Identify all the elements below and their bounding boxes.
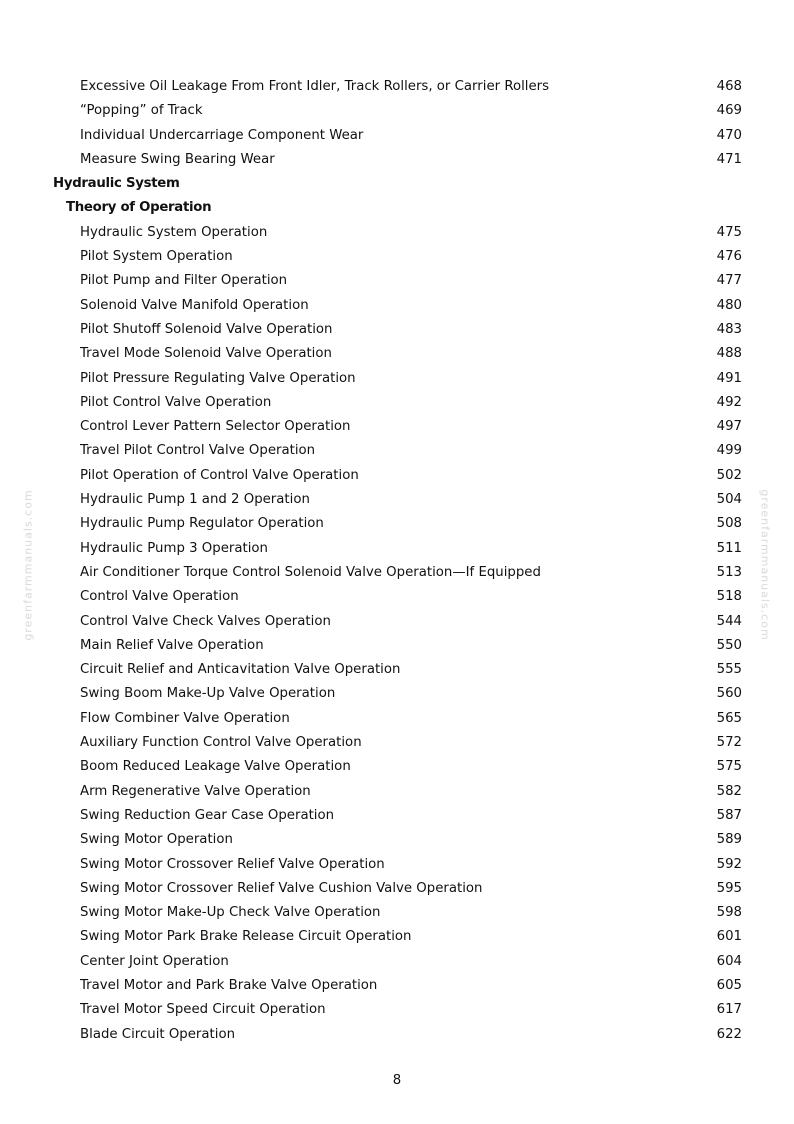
toc-entry-title: Pilot Shutoff Solenoid Valve Operation [80,321,333,337]
toc-entry[interactable] [0,488,794,512]
toc-entry-page: 470 [716,127,742,143]
toc-entry-page: 491 [716,370,742,386]
toc-entry-page: 497 [716,419,742,435]
toc-entry-page: 480 [716,297,742,313]
toc-entry-page: 595 [716,880,742,896]
toc-entry[interactable] [0,610,794,634]
toc-entry-page: 508 [716,516,742,532]
toc-entry-page: 598 [716,905,742,921]
toc-entry-page: 572 [716,735,742,751]
toc-entry[interactable] [0,294,794,318]
toc-entry[interactable] [0,853,794,877]
toc-entry[interactable] [0,707,794,731]
toc-entry[interactable] [0,148,794,172]
toc-entry[interactable] [0,75,794,99]
toc-entry-title: Swing Motor Crossover Relief Valve Operation [80,856,385,872]
toc-entry-page: 502 [716,467,742,483]
toc-entry-title: Control Valve Check Valves Operation [80,613,331,629]
toc-entry-page: 471 [716,151,742,167]
toc-entry[interactable] [0,780,794,804]
toc-entry-title: Pilot Operation of Control Valve Operation [80,467,359,483]
toc-entry-page: 488 [716,346,742,362]
toc-entry-page: 477 [716,273,742,289]
toc-entry[interactable] [0,585,794,609]
toc-entry-title: Travel Motor Speed Circuit Operation [80,1002,326,1018]
toc-entry[interactable] [0,634,794,658]
toc-entry-page: 469 [716,103,742,119]
toc-entry-title: Hydraulic Pump 3 Operation [80,540,268,556]
toc-entry[interactable] [0,512,794,536]
toc-entry[interactable] [0,974,794,998]
toc-entry-title: Boom Reduced Leakage Valve Operation [80,759,351,775]
toc-entry-page: 605 [716,977,742,993]
toc-entry-title: Theory of Operation [66,200,212,216]
toc-entry-title: Swing Motor Park Brake Release Circuit Operation [80,929,412,945]
toc-entry-page: 468 [716,79,742,94]
toc-entry-page: 544 [716,613,742,629]
toc-entry-title: Excessive Oil Leakage From Front Idler, Track Rollers, or Carrier Rollers [80,79,550,94]
toc-entry[interactable] [0,367,794,391]
toc-entry[interactable] [0,804,794,828]
toc-entry-page: 499 [716,443,742,459]
toc-entry[interactable] [0,1023,794,1047]
toc-entry[interactable] [0,318,794,342]
toc-entry-title: Swing Motor Make-Up Check Valve Operation [80,905,381,921]
toc-entry-page: 511 [716,540,742,556]
toc-entry-page: 565 [716,710,742,726]
toc-entry-page: 575 [716,759,742,775]
toc-entry-title: Center Joint Operation [80,953,229,969]
toc-entry-title: Air Conditioner Torque Control Solenoid Valve Operation—If Equipped [80,564,541,580]
toc-entry[interactable] [0,99,794,123]
toc-entry[interactable] [0,731,794,755]
toc-entry-page: 504 [716,492,742,508]
toc-entry-title: Arm Regenerative Valve Operation [80,783,311,799]
toc-entry-title: Pilot Control Valve Operation [80,394,272,410]
toc-entry-title: Main Relief Valve Operation [80,637,264,653]
toc-entry-title: Hydraulic Pump 1 and 2 Operation [80,492,310,508]
toc-entry-title: Travel Pilot Control Valve Operation [80,443,316,459]
toc-entry-page: 560 [716,686,742,702]
toc-entry[interactable] [0,901,794,925]
toc-entry[interactable] [0,755,794,779]
toc-entry[interactable] [0,269,794,293]
toc-entry-page: 587 [716,807,742,823]
toc-entry-title: Solenoid Valve Manifold Operation [80,297,309,313]
page-number: 8 [392,1073,402,1088]
toc-subsection-heading[interactable] [0,196,794,220]
toc-entry-title: Control Valve Operation [80,589,239,605]
toc-entry-title: Pilot System Operation [80,249,233,265]
toc-entry-page: 476 [716,249,742,265]
toc-entry-page: 582 [716,783,742,799]
watermark-left: greenfarmmanuals.com [21,489,35,641]
toc-entry[interactable] [0,561,794,585]
toc-entry[interactable] [0,124,794,148]
toc-entry[interactable] [0,415,794,439]
toc-entry-page: 592 [716,856,742,872]
toc-entry-title: Circuit Relief and Anticavitation Valve Operation [80,662,401,678]
table-of-contents [0,75,794,1047]
toc-entry[interactable] [0,439,794,463]
toc-entry[interactable] [0,464,794,488]
toc-entry-title: Auxiliary Function Control Valve Operation [80,735,362,751]
toc-entry-page: 492 [716,394,742,410]
toc-entry-page: 622 [716,1026,742,1042]
toc-entry-title: Pilot Pump and Filter Operation [80,273,288,289]
toc-entry-page: 617 [716,1002,742,1018]
toc-entry-title: Measure Swing Bearing Wear [80,151,275,167]
toc-section-heading[interactable] [0,172,794,196]
toc-entry[interactable] [0,221,794,245]
toc-entry-title: Individual Undercarriage Component Wear [80,127,364,143]
toc-entry[interactable] [0,658,794,682]
toc-entry-page: 604 [716,953,742,969]
toc-entry-title: Flow Combiner Valve Operation [80,710,290,726]
toc-entry[interactable] [0,245,794,269]
toc-entry-page: 601 [716,929,742,945]
toc-entry-title: “Popping” of Track [80,103,203,119]
toc-entry-title: Hydraulic Pump Regulator Operation [80,516,324,532]
toc-entry-page: 555 [716,662,742,678]
watermark-right: greenfarmmanuals.com [758,489,772,641]
toc-entry[interactable] [0,537,794,561]
toc-entry-title: Blade Circuit Operation [80,1026,236,1042]
toc-entry-title: Swing Motor Operation [80,832,233,848]
toc-entry[interactable] [0,925,794,949]
toc-entry-title: Hydraulic System Operation [80,224,268,240]
toc-entry-title: Control Lever Pattern Selector Operation [80,419,351,435]
toc-entry-page: 513 [716,564,742,580]
toc-entry[interactable] [0,828,794,852]
toc-entry-title: Swing Motor Crossover Relief Valve Cushion Valve Operation [80,880,483,896]
toc-entry-title: Travel Motor and Park Brake Valve Operation [80,977,378,993]
toc-entry[interactable] [0,391,794,415]
toc-entry-page: 483 [716,321,742,337]
toc-entry-title: Swing Reduction Gear Case Operation [80,807,335,823]
toc-entry[interactable] [0,682,794,706]
toc-entry-page: 475 [716,224,742,240]
toc-entry-title: Hydraulic System [53,176,180,192]
toc-entry[interactable] [0,342,794,366]
toc-entry-page: 589 [716,832,742,848]
toc-entry-title: Swing Boom Make-Up Valve Operation [80,686,336,702]
toc-entry-page: 550 [716,637,742,653]
toc-entry[interactable] [0,998,794,1022]
toc-entry-title: Pilot Pressure Regulating Valve Operation [80,370,356,386]
toc-entry[interactable] [0,950,794,974]
toc-entry-title: Travel Mode Solenoid Valve Operation [80,346,332,362]
toc-entry[interactable] [0,877,794,901]
toc-entry-page: 518 [716,589,742,605]
